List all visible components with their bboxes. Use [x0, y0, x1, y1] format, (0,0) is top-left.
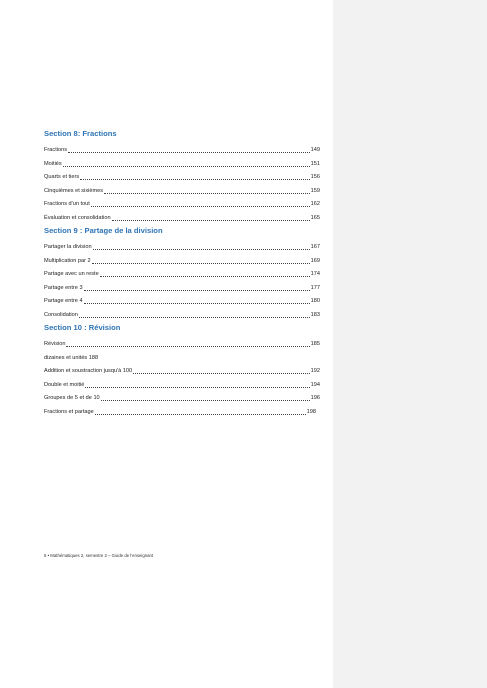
leader-dots [84, 303, 310, 304]
entry-label: Consolidation [44, 311, 78, 318]
entry-page: 169 [310, 257, 320, 264]
toc-entry[interactable] [44, 144, 320, 158]
leader-dots [101, 400, 310, 401]
toc-entry[interactable] [44, 379, 320, 393]
entry-label: Fractions et partage [44, 408, 94, 415]
leader-dots [104, 193, 310, 194]
toc-entry[interactable] [44, 268, 320, 282]
leader-dots [66, 346, 309, 347]
entry-label: Moitiés [44, 160, 62, 167]
entry-page: 180 [310, 298, 320, 304]
entry-page: 162 [310, 201, 320, 207]
entry-label: Partage entre 3 [44, 284, 83, 291]
section-title[interactable]: Section 8: Fractions [44, 129, 117, 138]
toc-entry[interactable] [44, 295, 320, 309]
toc-section [44, 225, 320, 322]
entry-label: Multiplication par 2 [44, 257, 91, 264]
toc-entry[interactable] [44, 255, 320, 269]
leader-dots [112, 220, 310, 221]
toc-entry[interactable] [44, 198, 320, 212]
toc-entry[interactable] [44, 365, 320, 379]
entry-page: 185 [310, 341, 320, 347]
entry-page: 192 [310, 368, 320, 374]
section-title[interactable]: Section 9 : Partage de la division [44, 226, 163, 235]
toc-section [44, 322, 320, 419]
section-title[interactable]: Section 10 : Révision [44, 323, 121, 332]
entry-label: Quarts et tiers [44, 174, 80, 180]
entry-label: Fractions [44, 147, 68, 153]
entry-label: Double et moitié [44, 381, 85, 388]
entry-page: 198 [306, 408, 316, 415]
toc-entry[interactable] [44, 241, 320, 255]
entry-page: 183 [310, 311, 320, 318]
toc-section [44, 128, 320, 225]
toc-entry[interactable] [44, 338, 320, 352]
entry-page: 177 [310, 284, 320, 291]
leader-dots [133, 373, 310, 374]
table-of-contents [44, 128, 320, 419]
entry-page: 159 [310, 187, 320, 194]
entry-page: 149 [310, 147, 320, 153]
toc-entry[interactable] [44, 185, 320, 199]
leader-dots [92, 263, 310, 264]
entry-label: Révision [44, 341, 66, 347]
leader-dots [100, 276, 310, 277]
leader-dots [91, 206, 310, 207]
leader-dots [79, 317, 310, 318]
leader-dots [80, 179, 310, 180]
comment-pane [333, 0, 487, 688]
leader-dots [93, 249, 310, 250]
page-footer: 5 • Mathématiques 2, semestre 2 – Guide de l'enseignant [44, 553, 154, 558]
leader-dots [68, 152, 310, 153]
entry-label: Évaluation et consolidation [44, 214, 111, 221]
toc-entry[interactable] [44, 282, 320, 296]
entry-label: Partage avec un reste [44, 271, 99, 277]
entry-label: Partage entre 4 [44, 298, 83, 304]
entry-page: 174 [310, 271, 320, 277]
entry-label: Partager la division [44, 244, 92, 250]
entry-label: dizaines et unités 188 [44, 354, 99, 361]
toc-entry[interactable] [44, 212, 320, 226]
entry-page: 196 [310, 395, 320, 401]
entry-label: Addition et soustraction jusqu'à 100 [44, 368, 133, 374]
toc-entry[interactable] [44, 171, 320, 185]
leader-dots [95, 414, 306, 415]
leader-dots [85, 387, 309, 388]
entry-page: 194 [310, 381, 320, 388]
toc-entry[interactable] [44, 392, 320, 406]
entry-page: 165 [310, 214, 320, 221]
toc-entry[interactable] [44, 158, 320, 172]
entry-page: 151 [310, 160, 320, 167]
entry-page: 167 [310, 244, 320, 250]
entry-label: Fractions d'un tout [44, 201, 90, 207]
leader-dots [63, 166, 310, 167]
toc-entry[interactable] [44, 309, 320, 323]
entry-label: Cinquièmes et sixièmes [44, 187, 104, 194]
toc-entry[interactable] [44, 352, 320, 366]
toc-entry[interactable] [44, 406, 316, 420]
entry-label: Groupes de 5 et de 10 [44, 395, 100, 401]
leader-dots [84, 290, 310, 291]
entry-page: 156 [310, 174, 320, 180]
